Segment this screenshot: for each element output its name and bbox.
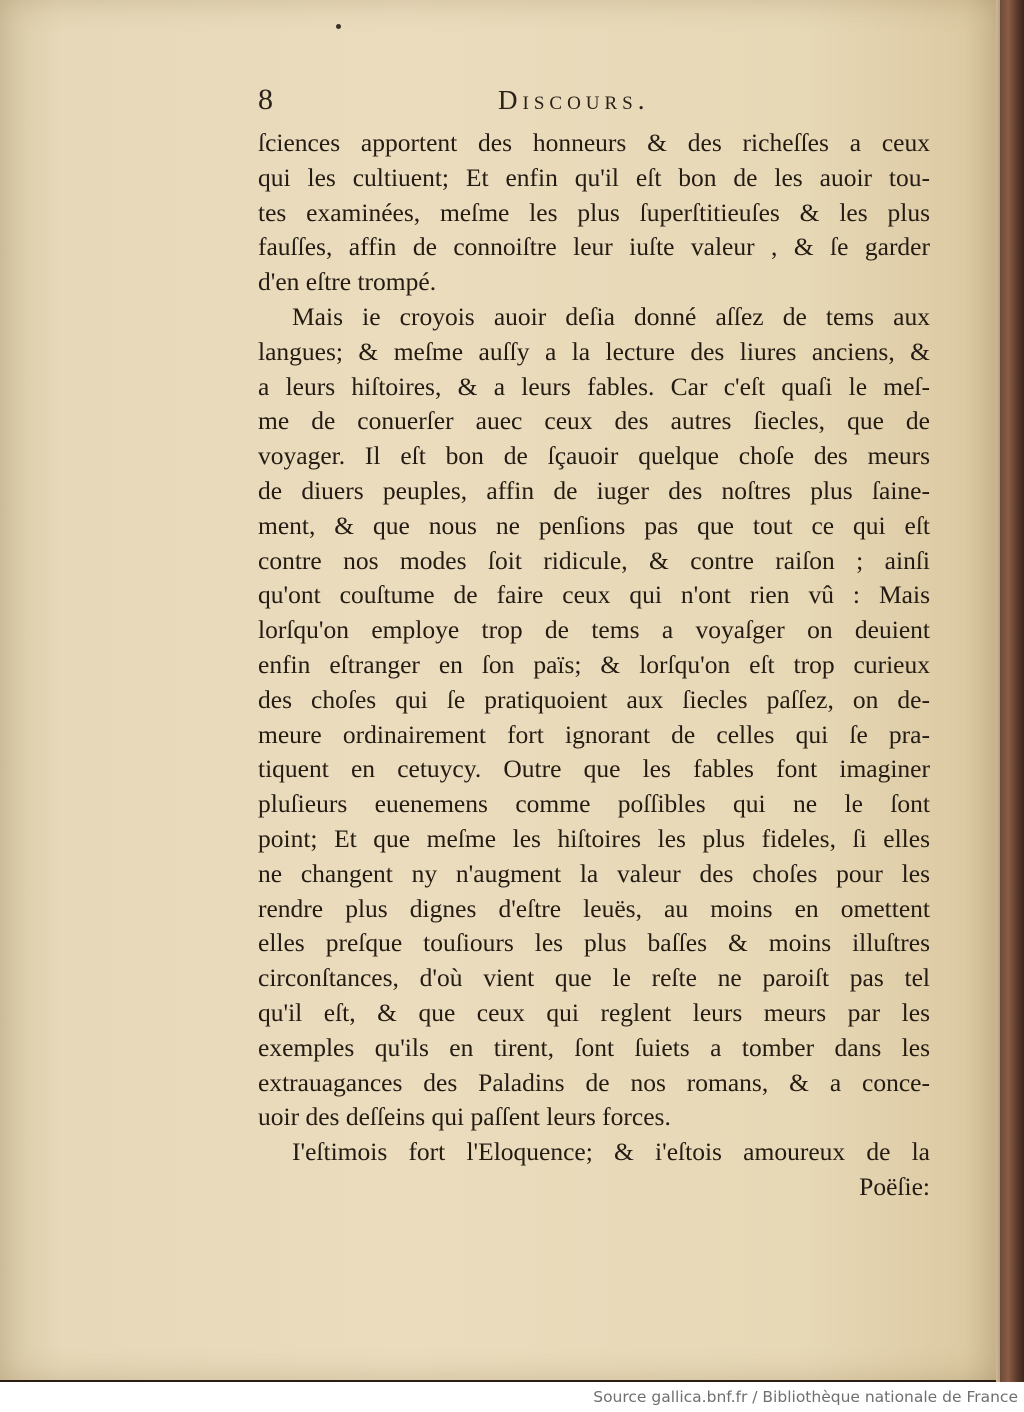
page-number: 8	[258, 83, 273, 116]
text-line: exemples qu'ils en tirent, ſont ſuiets a tomber dans les	[258, 1032, 930, 1062]
text-line: extrauagances des Paladins de nos romans, & a conce-	[258, 1067, 930, 1097]
text-line: meure ordinairement fort ignorant de celles qui ſe pra-	[258, 719, 930, 749]
ink-dot	[336, 24, 341, 29]
catchword: Poëſie:	[859, 1171, 930, 1201]
text-line: tiquent en cetuycy. Outre que les fables font imaginer	[258, 754, 930, 784]
text-line: d'en eſtre trompé.	[258, 267, 437, 297]
text-line: rendre plus dignes d'eſtre leuës, au moins en omettent	[258, 893, 930, 923]
text-line: des choſes qui ſe pratiquoient aux ſiecles paſſez, on de-	[258, 684, 930, 714]
text-line: ment, & que nous ne penſions pas que tout ce qui eſt	[258, 510, 930, 540]
text-line: lorſqu'on employe trop de tems a voyaſger on deuient	[258, 615, 930, 645]
paragraph-start-line: I'eſtimois fort l'Eloquence; & i'eſtois amoureux de la	[292, 1137, 930, 1167]
text-line: qu'ont couſtume de faire ceux qui n'ont rien vû : Mais	[258, 580, 930, 610]
text-line: enfin eſtranger en ſon païs; & lorſqu'on eſt trop curieux	[258, 649, 930, 679]
text-line: point; Et que meſme les hiſtoires les plus fideles, ſi elles	[258, 823, 930, 853]
text-line: elles preſque touſiours les plus baſſes & moins illuſtres	[258, 928, 930, 958]
text-line: uoir des deſſeins qui paſſent leurs forces.	[258, 1102, 671, 1132]
text-line: ſciences apportent des honneurs & des richeſſes a ceux	[258, 128, 930, 157]
running-head: Discours.	[498, 85, 650, 115]
page-text	[258, 126, 930, 1205]
text-line: qu'il eſt, & que ceux qui reglent leurs meurs par les	[258, 997, 930, 1027]
text-line: tes examinées, meſme les plus ſuperſtitieuſes & les plus	[258, 197, 930, 227]
text-line: pluſieurs euenemens comme poſſibles qui ne le ſont	[258, 789, 930, 819]
text-line: langues; & meſme auſſy a la lecture des liures anciens, &	[258, 336, 930, 366]
page-header	[258, 80, 930, 120]
footer-bar	[0, 1382, 1024, 1412]
text-line: circonſtances, d'où vient que le reſte ne paroiſt pas tel	[258, 963, 930, 993]
text-line: voyager. Il eſt bon de ſçauoir quelque choſe des meurs	[258, 441, 930, 471]
paragraph-start-line: Mais ie croyois auoir deſia donné aſſez de tems aux	[292, 301, 930, 331]
text-line: a leurs hiſtoires, & a leurs fables. Car c'eſt quaſi le meſ-	[258, 371, 930, 401]
text-line: me de conuerſer auec ceux des autres ſiecles, que de	[258, 406, 930, 436]
text-line: de diuers peuples, affin de iuger des noſtres plus ſaine-	[258, 475, 930, 505]
text-line: qui les cultiuent; Et enfin qu'il eſt bon de les auoir tou-	[258, 162, 930, 192]
text-line: ne changent ny n'augment la valeur des choſes pour les	[258, 858, 930, 888]
book-binding	[1000, 0, 1024, 1382]
source-credit: Source gallica.bnf.fr / Bibliothèque nationale de France	[593, 1388, 1018, 1406]
text-line: fauſſes, affin de connoiſtre leur iuſte valeur , & ſe garder	[258, 232, 930, 262]
text-line: contre nos modes ſoit ridicule, & contre raiſon ; ainſi	[258, 545, 930, 575]
